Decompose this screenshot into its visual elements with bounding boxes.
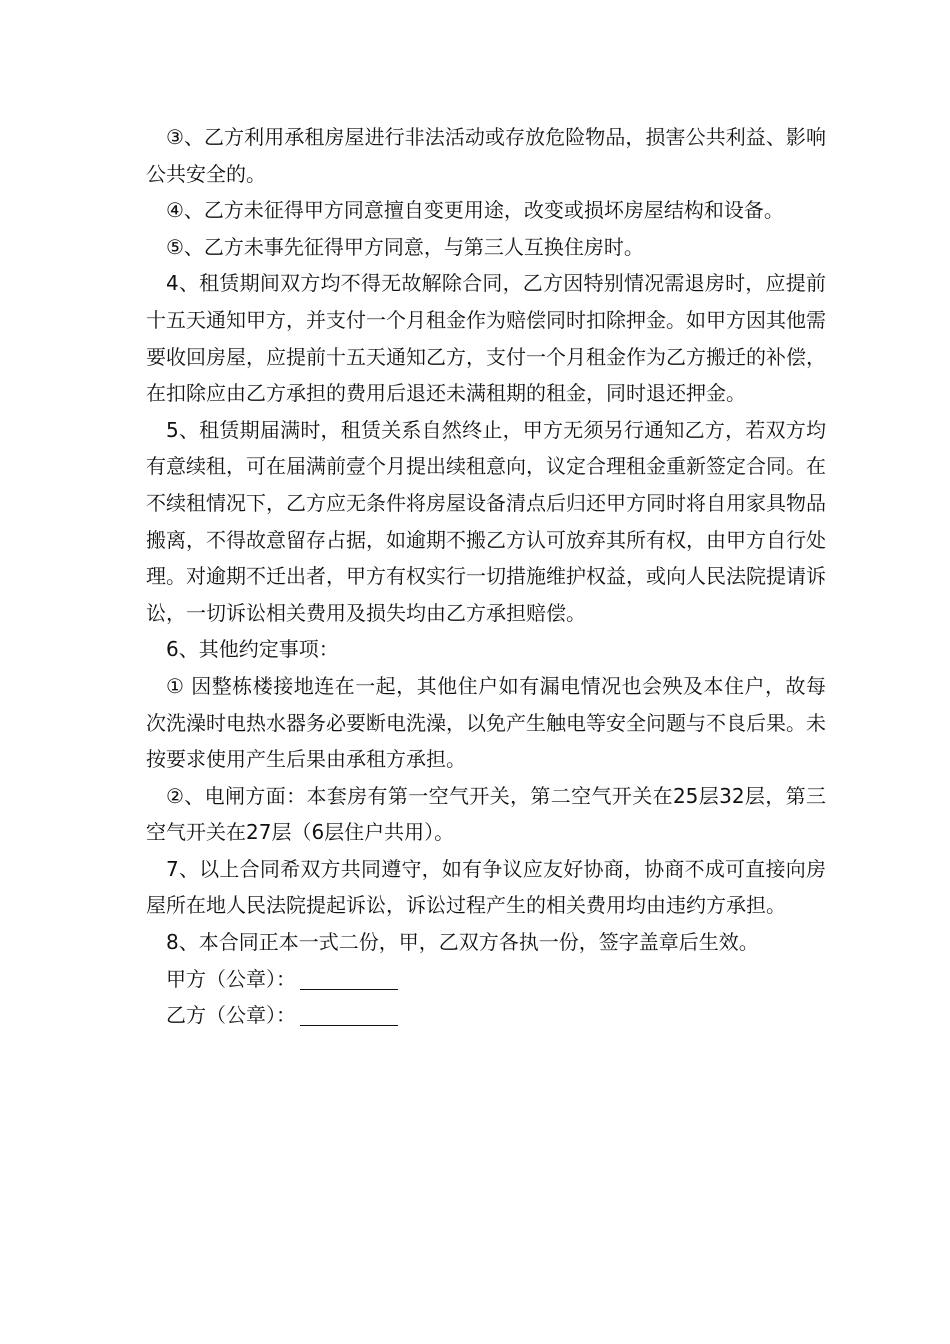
clause-3-illegal-use: ③、乙方利用承租房屋进行非法活动或存放危险物品，损害公共利益、影响公共安全的。 xyxy=(146,125,826,186)
article-4-termination: 4、租赁期间双方均不得无故解除合同，乙方因特别情况需退房时，应提前十五天通知甲方，并支付一个月租金作为赔偿同时扣除押金。如甲方因其他需要收回房屋，应提前十五天通知乙方，支付一个月租金作为乙方搬迁的补偿，在扣除应由乙方承担的费用后退还未满租期的租金，同时退还押金。 xyxy=(146,271,826,406)
article-8-copies: 8、本合同正本一式二份，甲，乙双方各执一份，签字盖章后生效。 xyxy=(166,930,759,955)
party-a-signature xyxy=(146,961,826,998)
party-a-label: 甲方（公章）： xyxy=(166,966,296,991)
party-b-label: 乙方（公章）： xyxy=(166,1003,296,1028)
article-5-expiry: 5、租赁期届满时，租赁关系自然终止，甲方无须另行通知乙方，若双方均有意续租，可在届满前壹个月提出续租意向，议定合理租金重新签定合同。在不续租情况下，乙方应无条件将房屋设备清点后归还甲方同时将自用家具物品搬离，不得故意留存占据，如逾期不搬乙方认可放弃其所有权，由甲方自行处理。对逾期不迁出者，甲方有权实行一切措施维护权益，或向人民法院提请诉讼，一切诉讼相关费用及损失均由乙方承担赔偿。 xyxy=(146,417,826,625)
article-7-disputes: 7、以上合同希双方共同遵守，如有争议应友好协商，协商不成可直接向房屋所在地人民法院提起诉讼，诉讼过程产生的相关费用均由违约方承担。 xyxy=(146,856,826,918)
article-6-heading: 6、其他约定事项： xyxy=(166,637,339,662)
clause-5-swap-housing: ⑤、乙方未事先征得甲方同意，与第三人互换住房时。 xyxy=(166,234,644,259)
contract-body xyxy=(146,119,826,1034)
article-6-item-2-breakers: ②、电闸方面：本套房有第一空气开关，第二空气开关在25层32层，第三空气开关在27层（6层住户共用）。 xyxy=(146,783,826,845)
article-6-item-1-grounding: ① 因整栋楼接地连在一起，其他住户如有漏电情况也会殃及本住户，故每次洗澡时电热水器务必要断电洗澡，以免产生触电等安全问题与不良后果。未按要求使用产生后果由承租方承担。 xyxy=(146,673,826,772)
party-a-signature-blank[interactable] xyxy=(300,967,398,990)
party-b-signature xyxy=(146,997,826,1034)
clause-4-alter-structure: ④、乙方未征得甲方同意擅自变更用途，改变或损坏房屋结构和设备。 xyxy=(166,198,784,223)
party-b-signature-blank[interactable] xyxy=(300,1003,398,1026)
